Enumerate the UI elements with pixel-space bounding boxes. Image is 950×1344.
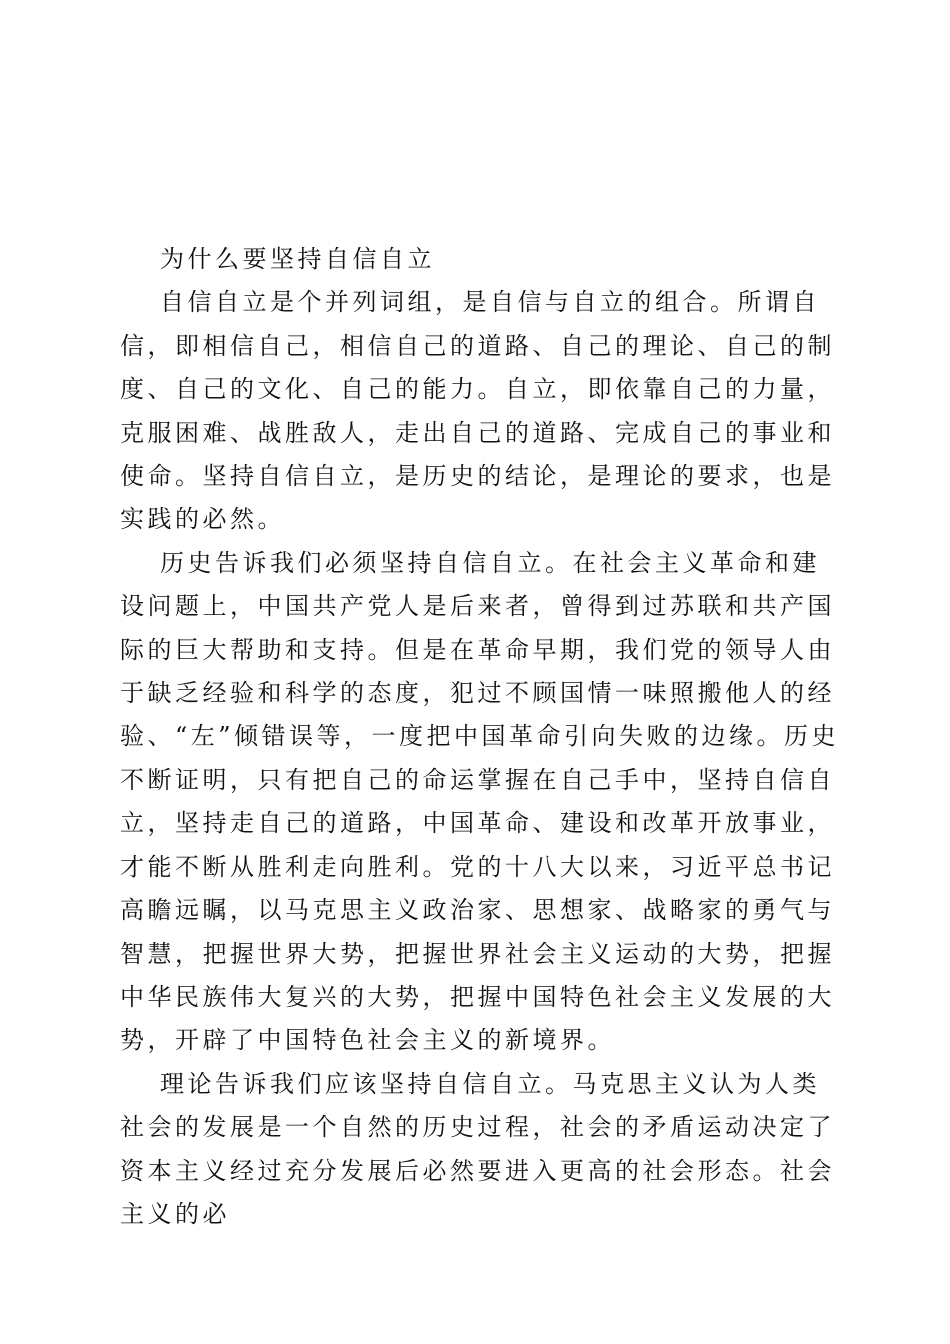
paragraph-definition: 自信自立是个并列词组，是自信与自立的组合。所谓自信，即相信自己，相信自己的道路、自己的理论、自己的制度、自己的文化、自己的能力。自立，即依靠自己的力量，克服困难、战胜敌人，走出自己的道路、完成自己的事业和使命。坚持自信自立，是历史的结论，是理论的要求，也是实践的必然。 (120, 288, 835, 534)
paragraph-theory: 理论告诉我们应该坚持自信自立。马克思主义认为人类社会的发展是一个自然的历史过程，社会的矛盾运动决定了资本主义经过充分发展后必然要进入更高的社会形态。社会主义的必 (120, 1069, 835, 1228)
document-title: 为什么要坚持自信自立 (160, 245, 435, 273)
paragraph-history: 历史告诉我们必须坚持自信自立。在社会主义革命和建设问题上，中国共产党人是后来者，曾得到过苏联和共产国际的巨大帮助和支持。但是在革命早期，我们党的领导人由于缺乏经验和科学的态度，犯过不顾国情一味照搬他人的经验、“左”倾错误等，一度把中国革命引向失败的边缘。历史不断证明，只有把自己的命运掌握在自己手中，坚持自信自立，坚持走自己的道路，中国革命、建设和改革开放事业，才能不断从胜利走向胜利。党的十八大以来，习近平总书记高瞻远瞩，以马克思主义政治家、思想家、战略家的勇气与智慧，把握世界大势，把握世界社会主义运动的大势，把握中华民族伟大复兴的大势，把握中国特色社会主义发展的大势，开辟了中国特色社会主义的新境界。 (120, 548, 840, 1055)
document-body (120, 238, 840, 1236)
